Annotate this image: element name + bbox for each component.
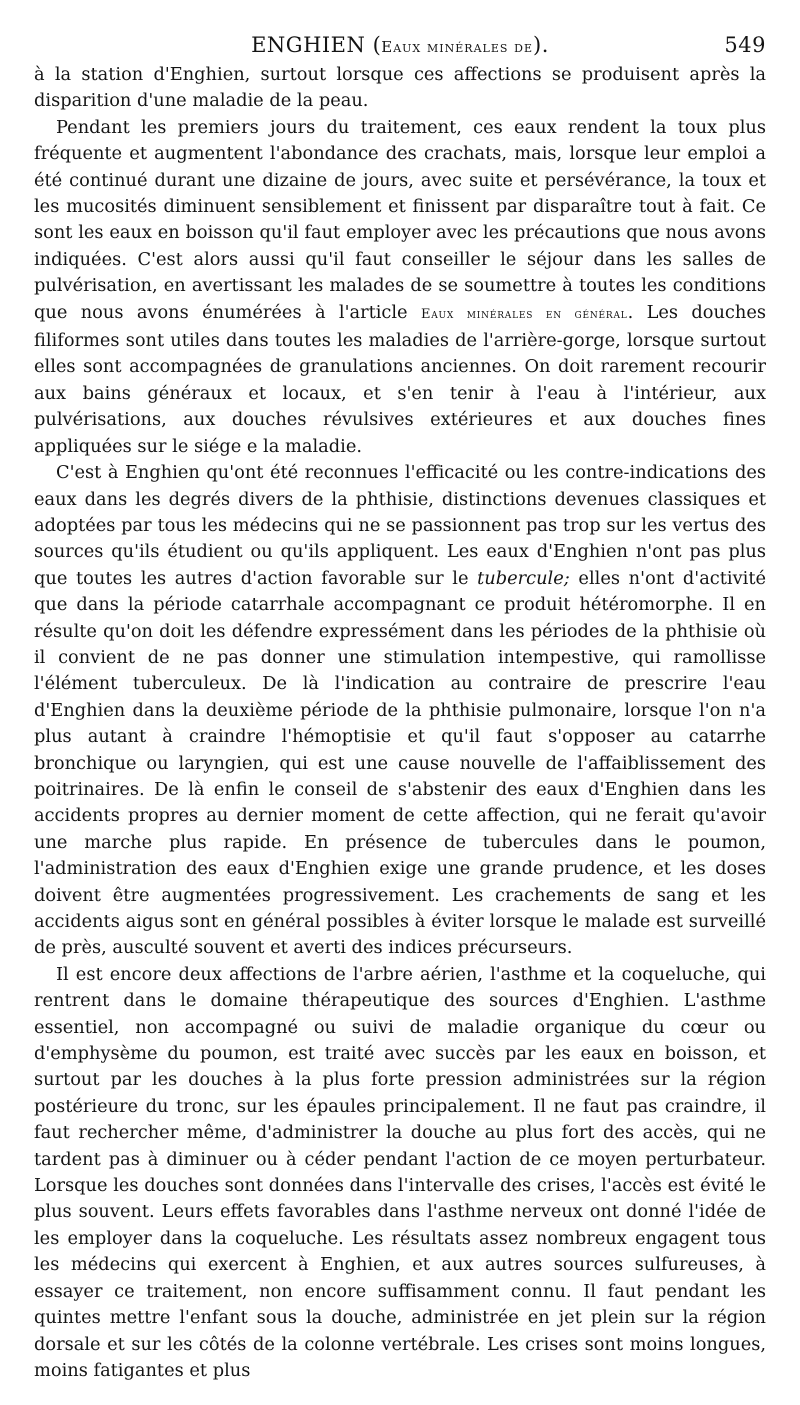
- paragraph-phthisie: [34, 460, 766, 962]
- running-title-main: ENGHIEN (: [251, 33, 382, 57]
- page-number: 549: [724, 33, 766, 57]
- paragraph-text: Pendant les premiers jours du traitement, ces eaux rendent la toux plus fréquente et augmentent l'abondance des crachats, mais, lorsque leur emploi a été continué durant une dizaine de jours, avec suite et persévérance, la toux et les mucosités diminuent sensiblement et finissent par disparaître tout à fait. Ce sont les eaux en boisson qu'il faut employer avec les précautions que nous avons indiquées. C'est alors aussi qu'il faut conseiller le séjour dans les salles de pulvérisation, en avertissant les malades de se soumettre à toutes les conditions que nous avons énumérées à l'article: [34, 116, 766, 323]
- running-title-end: ).: [533, 33, 549, 57]
- paragraph-continued: à la station d'Enghien, surtout lorsque ces affections se produisent après la disparition d'une maladie de la peau.: [34, 64, 766, 112]
- paragraph-text: elles n'ont d'activité que dans la période catarrhale accompagnant ce produit hétéromorphe. Il en résulte qu'on doit les défendre expressément dans les périodes de la phthisie où il convient de ne pas donner une stimulation intempestive, qui ramollisse l'élément tuberculeux. De là l'indication au contraire de prescrire l'eau d'Enghien dans la deuxième période de la phthisie pulmonaire, lorsque l'on n'a plus autant à craindre l'hémoptisie et qu'il faut s'opposer au catarrhe bronchique ou laryngien, qui est une cause nouvelle de l'affaiblissement des poitrinaires. De là enfin le conseil de s'abstenir des eaux d'Enghien dans les accidents propres au dernier moment de cette affection, qui ne ferait qu'avoir une marche plus rapide. En présence de tubercules dans le poumon, l'administration des eaux d'Enghien exige une grande prudence, et les doses doivent être augmentées progressivement. Les crachements de sang et les accidents aigus sont en général possibles à éviter lorsque le malade est surveillé de près, ausculté souvent et averti des indices précurseurs.: [34, 567, 766, 959]
- running-title-small-caps: Eaux minérales de: [381, 38, 534, 56]
- article-reference: Eaux minérales en général: [420, 306, 628, 322]
- paragraph-treatment: [34, 115, 766, 460]
- paragraph-text: . Les douches filiformes sont utiles dans toutes les maladies de l'arrière-gorge, lorsque surtout elles sont accompagnées de granulations anciennes. On doit rarement recourir aux bains généraux et locaux, et s'en tenir à l'eau à l'intérieur, aux pulvérisations, aux douches révulsives extérieures et aux douches fines appliquées sur le siége e la maladie.: [34, 301, 766, 457]
- paragraph-asthme: Il est encore deux affections de l'arbre aérien, l'asthme et la coqueluche, qui rentrent dans le domaine thérapeutique des sources d'Enghien. L'asthme essentiel, non accompagné ou suivi de maladie organique du cœur ou d'emphysème du poumon, est traité avec succès par les eaux en boisson, et surtout par les douches à la plus forte pression administrées sur la région postérieure du tronc, sur les épaules principalement. Il ne faut pas craindre, il faut rechercher même, d'administrer la douche au plus fort des accès, qui ne tardent pas à diminuer ou à céder pendant l'action de ce moyen perturbateur. Lorsque les douches sont données dans l'intervalle des crises, l'accès est évité le plus souvent. Leurs effets favorables dans l'asthme nerveux ont donné l'idée de les employer dans la coqueluche. Les résultats assez nombreux engagent tous les médecins qui exercent à Enghien, et aux autres sources sulfureuses, à essayer ce traitement, non encore suffisamment connu. Il faut pendant les quintes mettre l'enfant sous la douche, administrée en jet plein sur la région dorsale et sur les côtés de la colonne vertébrale. Les crises sont moins longues, moins fatigantes et plus: [34, 963, 766, 1381]
- running-title: [34, 30, 766, 62]
- paragraph-text: C'est à Enghien qu'ont été reconnues l'efficacité ou les contre-indications des eaux dans les degrés divers de la phthisie, distinctions devenues classiques et adoptées par tous les médecins qui ne se passionnent pas trop sur les vertus des sources qu'ils étudient ou qu'ils appliquent. Les eaux d'Enghien n'ont pas plus que toutes les autres d'action favorable sur le: [34, 462, 766, 589]
- italic-term: tubercule;: [477, 567, 570, 589]
- body-text: [34, 62, 766, 1384]
- running-header: [34, 30, 766, 60]
